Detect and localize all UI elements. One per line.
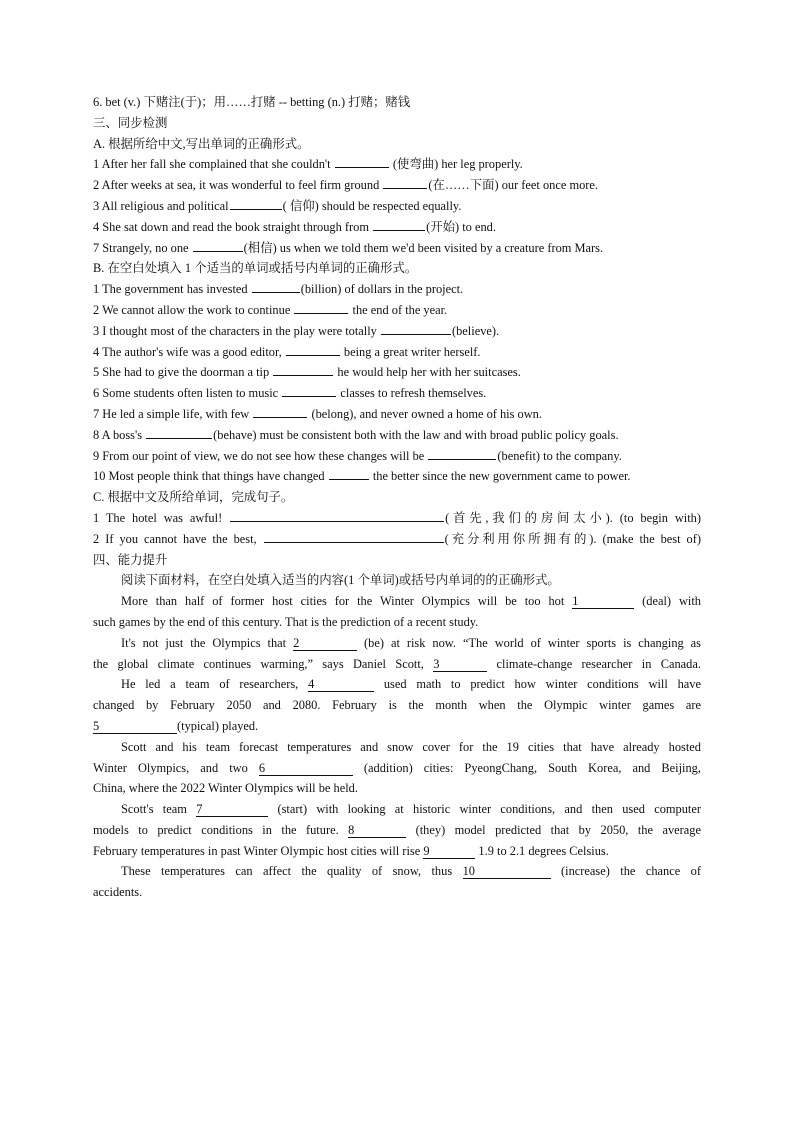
part-b-item-3: 3 I thought most of the characters in the play were totally (believe). (93, 323, 500, 338)
part-a-item-1: 1 After her fall she complained that she couldn't (使弯曲) her leg properly. (93, 157, 523, 172)
part-b-item-9: 9 From our point of view, we do not see how these changes will be (benefit) to the company. (93, 448, 622, 463)
answer-blank[interactable] (146, 426, 212, 439)
answer-blank[interactable] (373, 218, 425, 231)
answer-blank[interactable] (193, 239, 243, 252)
passage-line: models to predict conditions in the future. 8 (they) model predicted that by 2050, the average (93, 822, 701, 837)
passage-line: the global climate continues warming,” says Daniel Scott, 3 climate-change researcher in Canada. (93, 656, 701, 671)
passage-line: such games by the end of this century. That is the prediction of a recent study. (93, 614, 479, 629)
answer-blank-7[interactable]: 7 (196, 803, 268, 817)
vocab-note-bet: 6. bet (v.) 下赌注(于)；用……打赌 -- betting (n.) 打赌；赌钱 (93, 95, 411, 109)
answer-blank[interactable] (230, 197, 282, 210)
part-b-item-4: 4 The author's wife was a good editor, being a great writer herself. (93, 344, 481, 359)
part-a-item-4: 4 She sat down and read the book straight through from (开始) to end. (93, 219, 496, 234)
answer-blank[interactable] (383, 176, 427, 189)
section-4-title: 四、能力提升 (93, 552, 168, 567)
answer-blank[interactable] (428, 447, 496, 460)
passage-line: Scott's team 7 (start) with looking at historic winter conditions, and then used computer (121, 802, 701, 817)
passage-line: accidents. (93, 885, 143, 900)
answer-blank[interactable] (335, 155, 389, 168)
answer-blank[interactable] (286, 343, 340, 356)
part-b-item-7: 7 He led a simple life, with few (belong), and never owned a home of his own. (93, 406, 542, 421)
part-b-item-6: 6 Some students often listen to music classes to refresh themselves. (93, 386, 487, 401)
part-b-item-5: 5 She had to give the doorman a tip he would help her with her suitcases. (93, 365, 521, 380)
passage-line: More than half of former host cities for the Winter Olympics will be too hot 1 (deal) with (121, 594, 701, 609)
part-b-item-1: 1 The government has invested (billion) of dollars in the project. (93, 282, 464, 297)
answer-blank-1[interactable]: 1 (572, 595, 634, 609)
part-c-title: C. 根据中文及所给单词，完成句子。 (93, 490, 294, 505)
answer-blank[interactable] (253, 405, 307, 418)
answer-blank-4[interactable]: 4 (308, 678, 374, 692)
answer-blank[interactable] (273, 363, 333, 376)
part-b-item-10: 10 Most people think that things have changed the better since the new government came to power. (93, 469, 631, 484)
section-3-title: 三、同步检测 (93, 115, 168, 130)
answer-blank[interactable] (381, 322, 451, 335)
worksheet-page (93, 92, 701, 903)
passage-line: February temperatures in past Winter Olympic host cities will rise 9 1.9 to 2.1 degrees Celsius. (93, 843, 609, 858)
passage-line: China, where the 2022 Winter Olympics will be held. (93, 781, 358, 796)
passage-line: It's not just the Olympics that 2 (be) at risk now. “The world of winter sports is changing as (121, 635, 701, 650)
part-a-item-3: 3 All religious and political ( 信仰) should be respected equally. (93, 198, 462, 213)
reading-instruction: 阅读下面材料，在空白处填入适当的内容(1 个单词)或括号内单词的的正确形式。 (121, 573, 560, 588)
answer-blank-6[interactable]: 6 (259, 762, 353, 776)
part-c-item-2: 2 If you cannot have the best, (充分利用你所拥有的). (make the best of) (93, 531, 701, 546)
part-a-item-2: 2 After weeks at sea, it was wonderful to feel firm ground (在……下面) our feet once more. (93, 178, 599, 193)
answer-blank[interactable] (252, 280, 300, 293)
part-a-item-5: 7 Strangely, no one (相信) us when we told them we'd been visited by a creature from Mars. (93, 240, 604, 255)
answer-blank-5[interactable]: 5 (93, 720, 177, 734)
answer-blank-10[interactable]: 10 (463, 865, 551, 879)
answer-blank[interactable] (294, 301, 348, 314)
answer-blank-3[interactable]: 3 (433, 658, 487, 672)
passage-line: 5 (typical) played. (93, 718, 259, 733)
answer-blank-8[interactable]: 8 (348, 824, 406, 838)
part-b-item-2: 2 We cannot allow the work to continue the end of the year. (93, 302, 448, 317)
passage-line: Winter Olympics, and two 6 (addition) cities: PyeongChang, South Korea, and Beijing, (93, 760, 701, 775)
part-a-title: A. 根据所给中文,写出单词的正确形式。 (93, 136, 310, 151)
part-b-title: B. 在空白处填入 1 个适当的单词或括号内单词的正确形式。 (93, 261, 418, 276)
passage-line: changed by February 2050 and 2080. February is the month when the Olympic winter games are (93, 698, 701, 713)
part-c-item-1: 1 The hotel was awful! (首先,我们的房间太小). (to begin with) (93, 510, 701, 525)
answer-blank[interactable] (264, 530, 444, 543)
passage-line: These temperatures can affect the quality of snow, thus 10 (increase) the chance of (121, 864, 701, 879)
passage-line: Scott and his team forecast temperatures and snow cover for the 19 cities that have already hosted (121, 739, 701, 754)
answer-blank-9[interactable]: 9 (423, 845, 475, 859)
answer-blank[interactable] (230, 509, 444, 522)
answer-blank-2[interactable]: 2 (293, 637, 357, 651)
passage-line: He led a team of researchers, 4 used math to predict how winter conditions will have (121, 677, 701, 692)
answer-blank[interactable] (282, 384, 336, 397)
answer-blank[interactable] (329, 467, 369, 480)
part-b-item-8: 8 A boss's (behave) must be consistent both with the law and with broad public policy goals. (93, 427, 619, 442)
